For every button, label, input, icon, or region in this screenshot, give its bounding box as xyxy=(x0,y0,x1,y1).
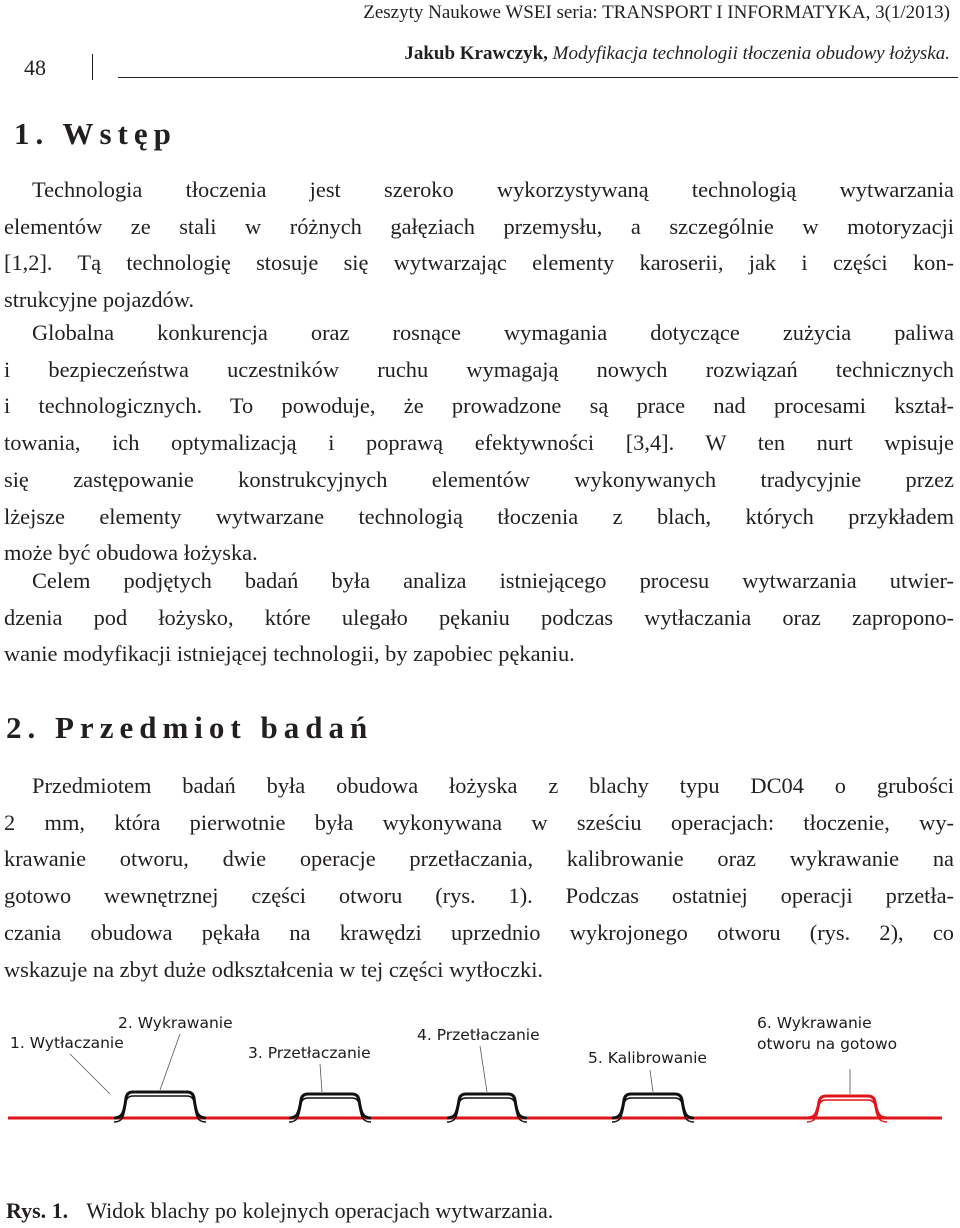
text-line: i bezpieczeństwa uczestników ruchu wymagają nowych rozwiązań technicznych xyxy=(4,356,954,382)
paragraph-4 xyxy=(4,768,954,988)
step-label-3: 3. Przetłaczanie xyxy=(248,1044,371,1062)
figure-process-steps xyxy=(0,1006,960,1166)
text-line: elementów ze stali w różnych gałęziach przemysłu, a szczególnie w motoryzacji xyxy=(4,213,954,239)
section-heading-introduction: 1. Wstęp xyxy=(14,116,177,151)
text-line: towania, ich optymalizacją i poprawą efektywności [3,4]. W ten nurt wpisuje xyxy=(4,430,954,456)
text-line: strukcyjne pojazdów. xyxy=(4,287,195,313)
text-line: gotowo wewnętrznej części otworu (rys. 1). Podczas ostatniej operacji przetła- xyxy=(4,883,954,909)
caption-label: Rys. 1. xyxy=(6,1198,69,1223)
section-heading-research-subject: 2. Przedmiot badań xyxy=(6,710,374,745)
text-line: i technologicznych. To powoduje, że prowadzone są prace nad procesami kształ- xyxy=(4,393,954,419)
journal-title: Zeszyty Naukowe WSEI seria: TRANSPORT I INFORMATYKA, 3(1/2013) xyxy=(363,2,950,23)
paragraph-3 xyxy=(4,563,954,673)
step-label-2: 2. Wykrawanie xyxy=(118,1014,233,1032)
short-title: Modyfikacja technologii tłoczenia obudowy łożyska. xyxy=(552,43,950,64)
text-line: może być obudowa łożyska. xyxy=(4,540,258,566)
text-line: lżejsze elementy wytwarzane technologią tłoczenia z blach, których przykładem xyxy=(4,503,954,529)
text-line: krawanie otworu, dwie operacje przetłaczania, kalibrowanie oraz wykrawanie na xyxy=(4,846,954,872)
text-line: 2 mm, która pierwotnie była wykonywana w sześciu operacjach: tłoczenie, wy- xyxy=(4,809,954,835)
step-label-6: 6. Wykrawanie xyxy=(757,1014,872,1032)
pointer-line-5 xyxy=(650,1070,653,1092)
step-label-4: 4. Przetłaczanie xyxy=(417,1026,540,1044)
text-line: Technologia tłoczenia jest szeroko wykorzystywaną technologią wytwarzania xyxy=(32,177,954,202)
text-line: Celem podjętych badań była analiza istniejącego procesu wytwarzania utwier- xyxy=(32,568,954,593)
figure-caption xyxy=(6,1198,553,1224)
text-line: dzenia pod łożysko, które ulegało pękaniu podczas wytłaczania oraz zapropono- xyxy=(4,604,954,630)
text-line: wanie modyfikacji istniejącej technologii, by zapobiec pękaniu. xyxy=(4,641,575,667)
author-name: Jakub Krawczyk, xyxy=(404,43,548,64)
header-rule xyxy=(118,77,958,78)
text-line: [1,2]. Tą technologię stosuje się wytwarzając elementy karoserii, jak i części kon- xyxy=(4,250,954,276)
step-label-6: otworu na gotowo xyxy=(757,1035,898,1053)
pointer-line-1 xyxy=(70,1054,110,1094)
text-line: Przedmiotem badań była obudowa łożyska z blachy typu DC04 o grubości xyxy=(32,773,954,798)
page-number: 48 xyxy=(24,55,46,80)
paragraph-1 xyxy=(4,172,954,319)
pointer-line-3 xyxy=(320,1064,322,1092)
pointer-line-4 xyxy=(480,1046,487,1092)
caption-text: Widok blachy po kolejnych operacjach wytwarzania. xyxy=(86,1198,554,1223)
running-header xyxy=(0,43,950,65)
step-label-1: 1. Wytłaczanie xyxy=(10,1034,124,1052)
paragraph-2 xyxy=(4,315,954,572)
text-line: Globalna konkurencja oraz rosnące wymagania dotyczące zużycia paliwa xyxy=(32,320,954,345)
text-line: czania obudowa pękała na krawędzi uprzednio wykrojonego otworu (rys. 2), co xyxy=(4,919,954,945)
step-label-5: 5. Kalibrowanie xyxy=(588,1049,707,1067)
process-diagram xyxy=(0,1006,960,1166)
text-line: się zastępowanie konstrukcyjnych elementów wykonywanych tradycyjnie przez xyxy=(4,466,954,492)
text-line: wskazuje na zbyt duże odkształcenia w tej części wytłoczki. xyxy=(4,956,544,982)
pointer-line-2 xyxy=(160,1034,180,1090)
